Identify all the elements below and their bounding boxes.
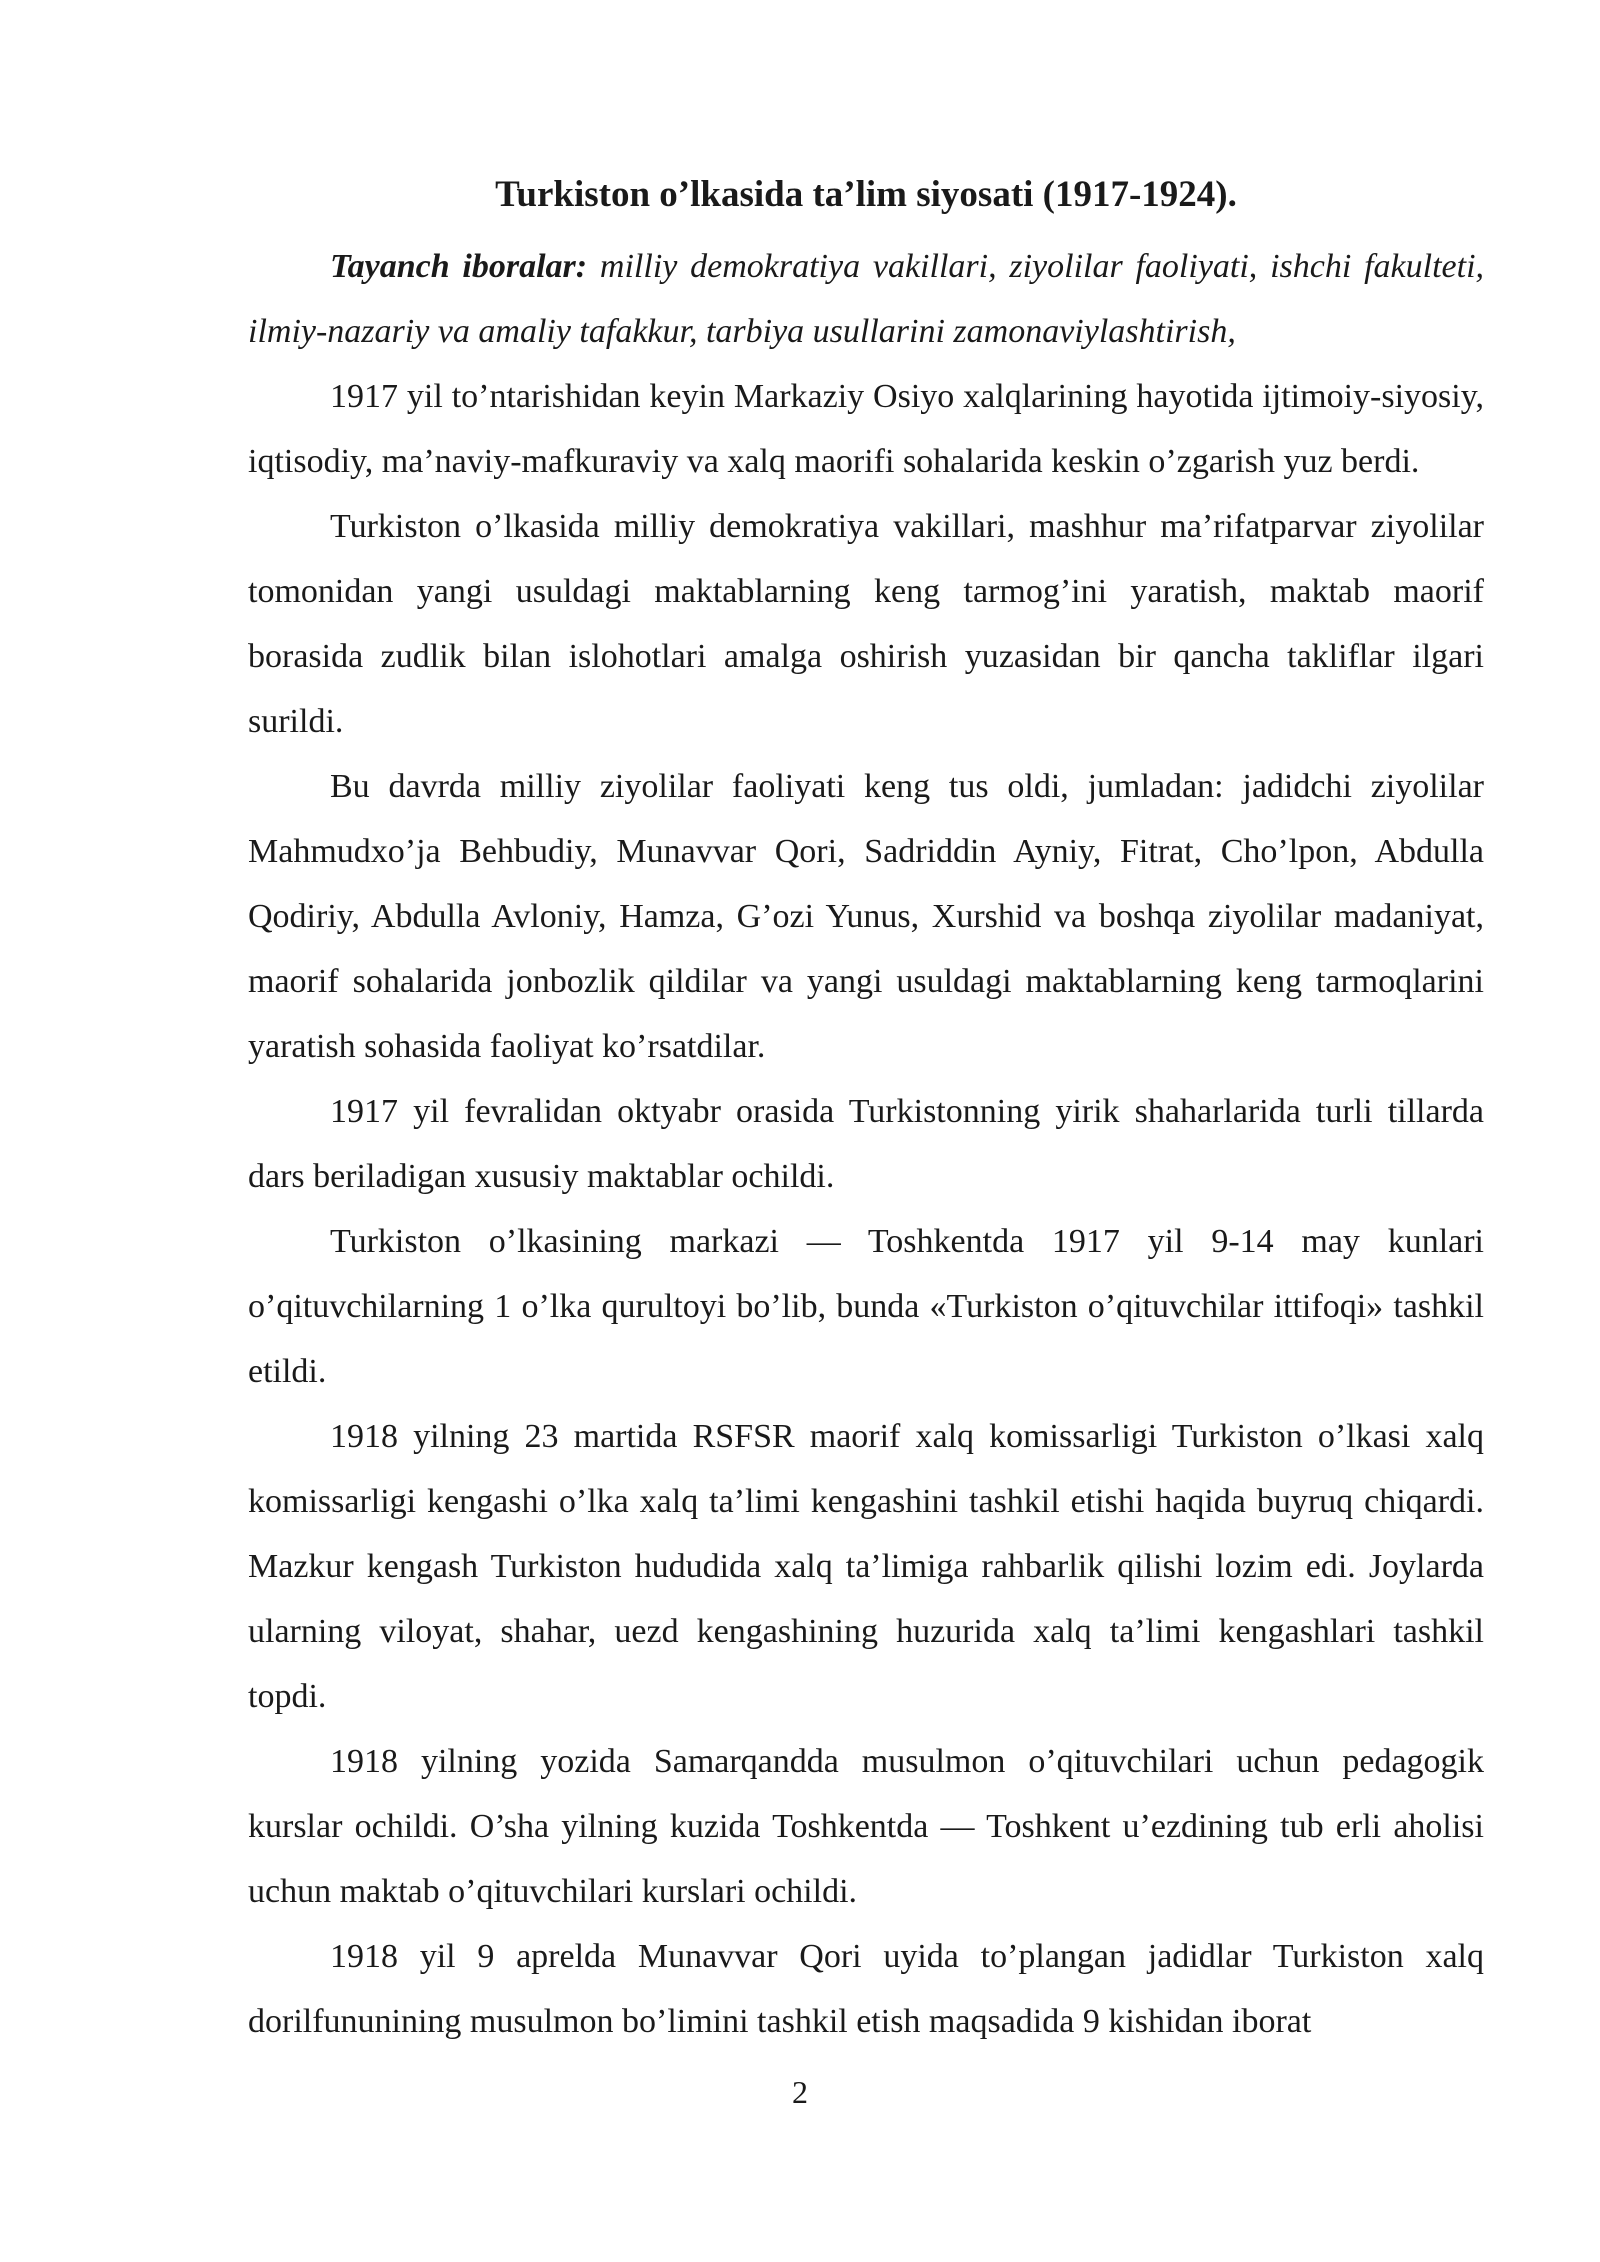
document-page	[248, 170, 1484, 2054]
page-number: 2	[792, 2074, 808, 2110]
keywords-label: Tayanch iboralar:	[330, 248, 588, 285]
paragraph: 1917 yil to’ntarishidan keyin Markaziy Osiyo xalqlarining hayotida ijtimoiy-siyosiy, iqtisodiy, ma’naviy-mafkuraviy va xalq maorifi sohalarida keskin o’zgarish yuz berdi.	[248, 378, 1484, 480]
paragraph: Turkiston o’lkasining markazi — Toshkentda 1917 yil 9-14 may kunlari o’qituvchilarning 1 o’lka qurultoyi bo’lib, bunda «Turkiston o’qituvchilar ittifoqi» tashkil etildi.	[248, 1223, 1484, 1390]
keywords-text: milliy demokratiya vakillari, ziyolilar faoliyati, ishchi fakulteti, ilmiy-nazariy va amaliy tafakkur, tarbiya usullarini zamonaviylashtirish,	[248, 248, 1485, 350]
paragraph: 1918 yil 9 aprelda Munavvar Qori uyida to’plangan jadidlar Turkiston xalq dorilfununining musulmon bo’limini tashkil etish maqsadida 9 kishidan iborat	[248, 1938, 1484, 2040]
paragraph: 1917 yil fevralidan oktyabr orasida Turkistonning yirik shaharlarida turli tillarda dars beriladigan xususiy maktablar ochildi.	[248, 1093, 1484, 1195]
document-title: Turkiston o’lkasida ta’lim siyosati (1917-1924).	[495, 174, 1237, 215]
paragraph: 1918 yilning 23 martida RSFSR maorif xalq komissarligi Turkiston o’lkasi xalq komissarligi kengashi o’lka xalq ta’limi kengashini tashkil etishi haqida buyruq chiqardi. Mazkur kengash Turkiston hududida xalq ta’limiga rahbarlik qilishi lozim edi. Joylarda ularning viloyat, shahar, uezd kengashining huzurida xalq ta’limi kengashlari tashkil topdi.	[248, 1418, 1484, 1715]
paragraph: 1918 yilning yozida Samarqandda musulmon o’qituvchilari uchun pedagogik kurslar ochildi. O’sha yilning kuzida Toshkentda — Toshkent u’ezdining tub erli aholisi uchun maktab o’qituvchilari kurslari ochildi.	[248, 1743, 1484, 1910]
paragraph: Bu davrda milliy ziyolilar faoliyati keng tus oldi, jumladan: jadidchi ziyolilar Mahmudxo’ja Behbudiy, Munavvar Qori, Sadriddin Ayniy, Fitrat, Cho’lpon, Abdulla Qodiriy, Abdulla Avloniy, Hamza, G’ozi Yunus, Xurshid va boshqa ziyolilar madaniyat, maorif sohalarida jonbozlik qildilar va yangi usuldagi maktablarning keng tarmoqlarini yaratish sohasida faoliyat ko’rsatdilar.	[248, 768, 1484, 1065]
paragraph: Turkiston o’lkasida milliy demokratiya vakillari, mashhur ma’rifatparvar ziyolilar tomonidan yangi usuldagi maktablarning keng tarmog’ini yaratish, maktab maorif borasida zudlik bilan islohotlari amalga oshirish yuzasidan bir qancha takliflar ilgari surildi.	[248, 508, 1484, 740]
keywords-paragraph	[248, 234, 1484, 364]
